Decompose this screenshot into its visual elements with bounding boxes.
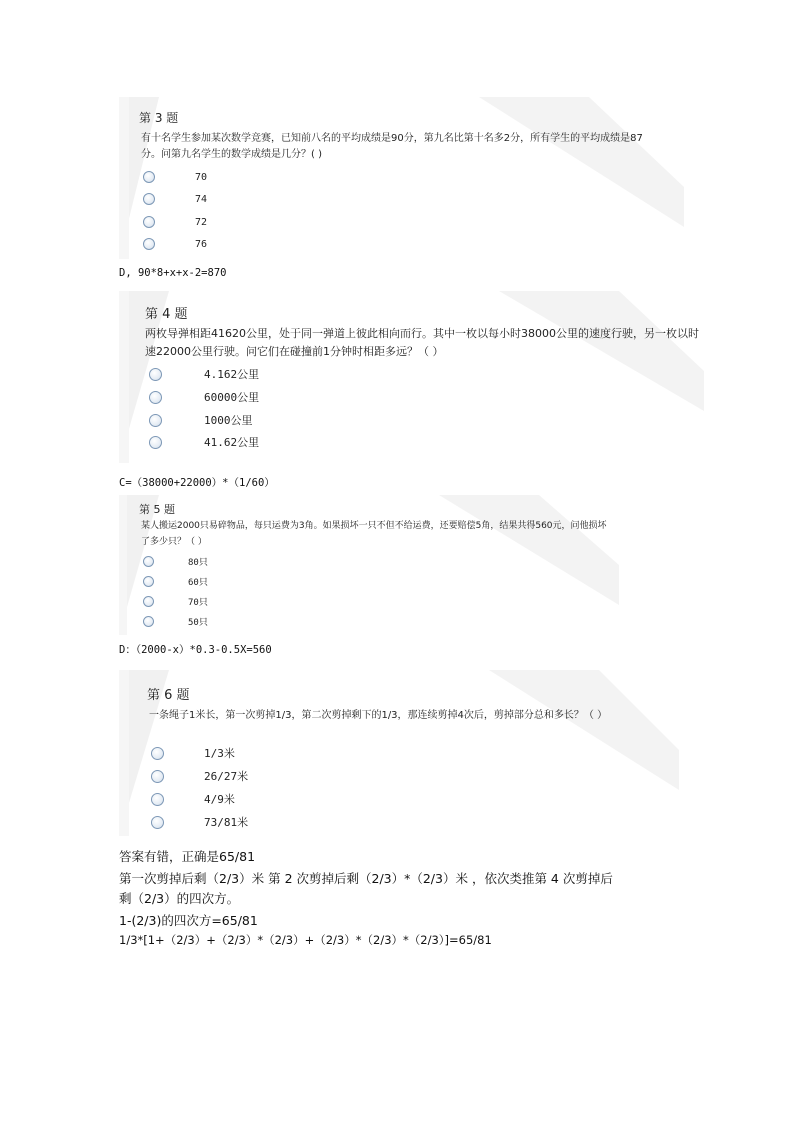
question-6-panel — [119, 670, 679, 836]
option-a[interactable] — [151, 745, 235, 761]
option-d[interactable] — [151, 814, 248, 830]
option-c[interactable] — [151, 791, 235, 807]
question-5-panel — [119, 495, 619, 635]
answer-line: D：（2000-x）*0.3-0.5X=560 — [119, 644, 272, 656]
radio-button[interactable] — [149, 391, 162, 404]
option-label: 72 — [195, 216, 208, 228]
option-d[interactable] — [149, 434, 259, 450]
option-a[interactable] — [149, 366, 259, 382]
option-label: 26/27米 — [204, 770, 249, 783]
answer-line: D, 90*8+x+x-2=870 — [119, 267, 227, 279]
option-c[interactable] — [143, 216, 207, 228]
radio-button[interactable] — [151, 816, 164, 829]
option-d[interactable] — [143, 238, 207, 250]
option-label: 1000公里 — [204, 414, 253, 427]
option-b[interactable] — [151, 768, 248, 784]
option-b[interactable] — [143, 193, 207, 205]
question-text: 两枚导弹相距41620公里，处于同一弹道上彼此相向而行。其中一枚以每小时38000公里的速度行驶，另一枚以时速22000公里行驶。问它们在碰撞前1分钟时相距多远？（ ） — [145, 327, 699, 358]
radio-button[interactable] — [143, 216, 155, 228]
question-text: 某人搬运2000只易碎物品，每只运费为3角。如果损坏一只不但不给运费，还要赔偿5角，结果共得560元，问他损坏了多少只？（ ） — [141, 521, 607, 547]
option-label: 80只 — [188, 558, 208, 568]
option-c[interactable] — [149, 412, 253, 428]
question-title: 第 3 题 — [139, 111, 179, 125]
question-title: 第 4 题 — [145, 307, 188, 322]
note-line-4: 1-(2/3)的四次方=65/81 — [119, 913, 258, 928]
radio-button[interactable] — [143, 616, 154, 627]
option-b[interactable] — [143, 575, 208, 588]
option-label: 70 — [195, 171, 208, 183]
option-label: 73/81米 — [204, 816, 249, 829]
radio-button[interactable] — [143, 556, 154, 567]
radio-button[interactable] — [143, 576, 154, 587]
radio-button[interactable] — [143, 596, 154, 607]
answer-line: C=（38000+22000）*（1/60） — [119, 477, 275, 489]
question-3-panel — [119, 97, 684, 259]
note-line-5: 1/3*[1+（2/3）+（2/3）*（2/3）+（2/3）*（2/3）*（2/3）]=65/81 — [119, 933, 492, 947]
option-label: 60000公里 — [204, 391, 260, 404]
option-label: 50只 — [188, 618, 208, 628]
radio-button[interactable] — [149, 368, 162, 381]
option-b[interactable] — [149, 389, 259, 405]
option-label: 1/3米 — [204, 747, 235, 760]
question-title: 第 6 题 — [147, 688, 190, 703]
option-label: 70只 — [188, 598, 208, 608]
option-a[interactable] — [143, 171, 207, 183]
radio-button[interactable] — [149, 414, 162, 427]
option-label: 74 — [195, 193, 208, 205]
option-d[interactable] — [143, 615, 208, 628]
note-line-3: 剩（2/3）的四次方。 — [119, 891, 240, 906]
radio-button[interactable] — [143, 171, 155, 183]
question-4-panel — [119, 291, 704, 463]
question-text: 一条绳子1米长，第一次剪掉1/3，第二次剪掉剩下的1/3，那连续剪掉4次后，剪掉部分总和多长？（ ） — [149, 710, 608, 721]
option-label: 60只 — [188, 578, 208, 588]
question-text: 有十名学生参加某次数学竞赛，已知前八名的平均成绩是90分，第九名比第十名多2分，所有学生的平均成绩是87分。问第九名学生的数学成绩是几分？( ) — [141, 133, 643, 160]
radio-button[interactable] — [143, 193, 155, 205]
note-line-2: 第一次剪掉后剩（2/3）米 第 2 次剪掉后剩（2/3）*（2/3）米 ，依次类推第 4 次剪掉后 — [119, 871, 613, 886]
option-label: 76 — [195, 238, 208, 250]
option-a[interactable] — [143, 555, 208, 568]
radio-button[interactable] — [151, 793, 164, 806]
option-label: 4/9米 — [204, 793, 235, 806]
radio-button[interactable] — [143, 238, 155, 250]
radio-button[interactable] — [151, 747, 164, 760]
radio-button[interactable] — [151, 770, 164, 783]
question-title: 第 5 题 — [139, 503, 175, 516]
option-c[interactable] — [143, 595, 208, 608]
option-label: 4.162公里 — [204, 368, 260, 381]
note-line-1: 答案有错，正确是65/81 — [119, 849, 256, 864]
radio-button[interactable] — [149, 436, 162, 449]
option-label: 41.62公里 — [204, 436, 260, 449]
